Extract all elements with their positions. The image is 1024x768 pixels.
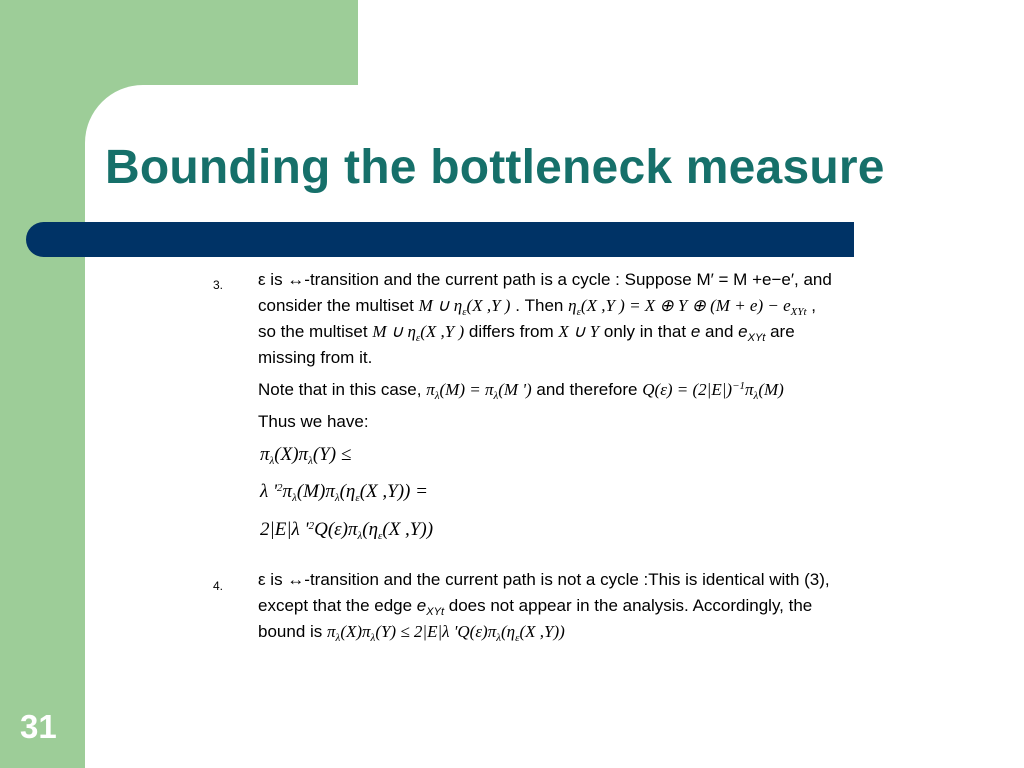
math-multiset-2: M ∪ $\eta_\varepsilon(X$ ,Y ) bbox=[372, 322, 465, 344]
math-pi-equality: $\pi_\lambda(M) = \pi_\lambda(M$ ') bbox=[426, 380, 532, 402]
item3-line2-text-c: , bbox=[811, 296, 817, 315]
item3-line3 bbox=[258, 322, 795, 344]
note-text-a: Note that in this case, bbox=[258, 380, 422, 399]
item3-line3-text-a: so the multiset bbox=[258, 322, 368, 341]
item3-line3-text-c: only in that bbox=[603, 322, 687, 341]
item3-line2-text-b: . Then bbox=[515, 296, 564, 315]
note-text-b: and therefore bbox=[536, 380, 638, 399]
list-marker-3: 3. bbox=[213, 278, 224, 292]
equation-line-1: $\pi_\lambda(X)\pi_\lambda(Y)$ ≤ bbox=[260, 444, 352, 467]
item3-line2-text-a: consider the multiset bbox=[258, 296, 414, 315]
equation-line-2: λ '$^2\pi_\lambda(M)\pi_\lambda(\eta_\varepsilon(X$ ,Y)) = bbox=[260, 481, 428, 504]
math-bound: $\pi_\lambda(X)\pi_\lambda(Y) \le 2|E|\lambda$ '$Q(\varepsilon)\pi_\lambda(\eta_\varepsilon(X$ ,Y)) bbox=[327, 622, 565, 644]
item4-line2-text-a: except that the edge bbox=[258, 596, 413, 615]
title-underline-bar bbox=[26, 222, 854, 257]
thus-we-have: Thus we have: bbox=[258, 412, 369, 431]
math-union: X ∪ Y bbox=[558, 322, 600, 341]
item3-note bbox=[258, 380, 784, 402]
item3-line3-text-e: are bbox=[770, 322, 795, 341]
item4-line3-text-a: bound is bbox=[258, 622, 323, 641]
item3-line3-text-b: differs from bbox=[468, 322, 554, 341]
math-multiset: M ∪ $\eta_\varepsilon(X$ ,Y ) bbox=[418, 296, 511, 318]
slide-number: 31 bbox=[20, 708, 57, 745]
item4-line2-text-b: does not appear in the analysis. Accordingly, the bbox=[448, 596, 813, 615]
equation-line-3: 2|E|λ '$^2Q(\varepsilon)\pi_\lambda(\eta_\varepsilon(X$ ,Y)) bbox=[260, 519, 434, 542]
math-q-epsilon: $Q(\varepsilon) = (2|E|)^{-1}\pi_\lambda(M)$ bbox=[642, 380, 784, 402]
item4-line3 bbox=[258, 622, 565, 644]
item3-line1: ε is ↔-transition and the current path is a cycle : Suppose M′ = M +e−e′, and bbox=[258, 270, 832, 289]
item3-line2 bbox=[258, 296, 816, 318]
item4-line2 bbox=[258, 596, 812, 618]
list-marker-4: 4. bbox=[213, 579, 224, 593]
edge-exyt: $e_{XYt}$ bbox=[738, 322, 766, 344]
item3-line3-text-d: and bbox=[705, 322, 734, 341]
item4-line1: ε is ↔-transition and the current path is not a cycle :This is identical with (3), bbox=[258, 570, 830, 589]
item3-line4: missing from it. bbox=[258, 348, 373, 367]
math-eta-expansion: $\eta_\varepsilon(X$ ,Y ) = X ⊕ Y ⊕ $(M + e) - e_{XYt}$ bbox=[568, 296, 807, 318]
slide-title: Bounding the bottleneck measure bbox=[105, 141, 885, 194]
edge-exyt-2: $e_{XYt}$ bbox=[416, 596, 444, 618]
green-left-band bbox=[0, 0, 85, 768]
edge-e: e bbox=[690, 322, 701, 341]
